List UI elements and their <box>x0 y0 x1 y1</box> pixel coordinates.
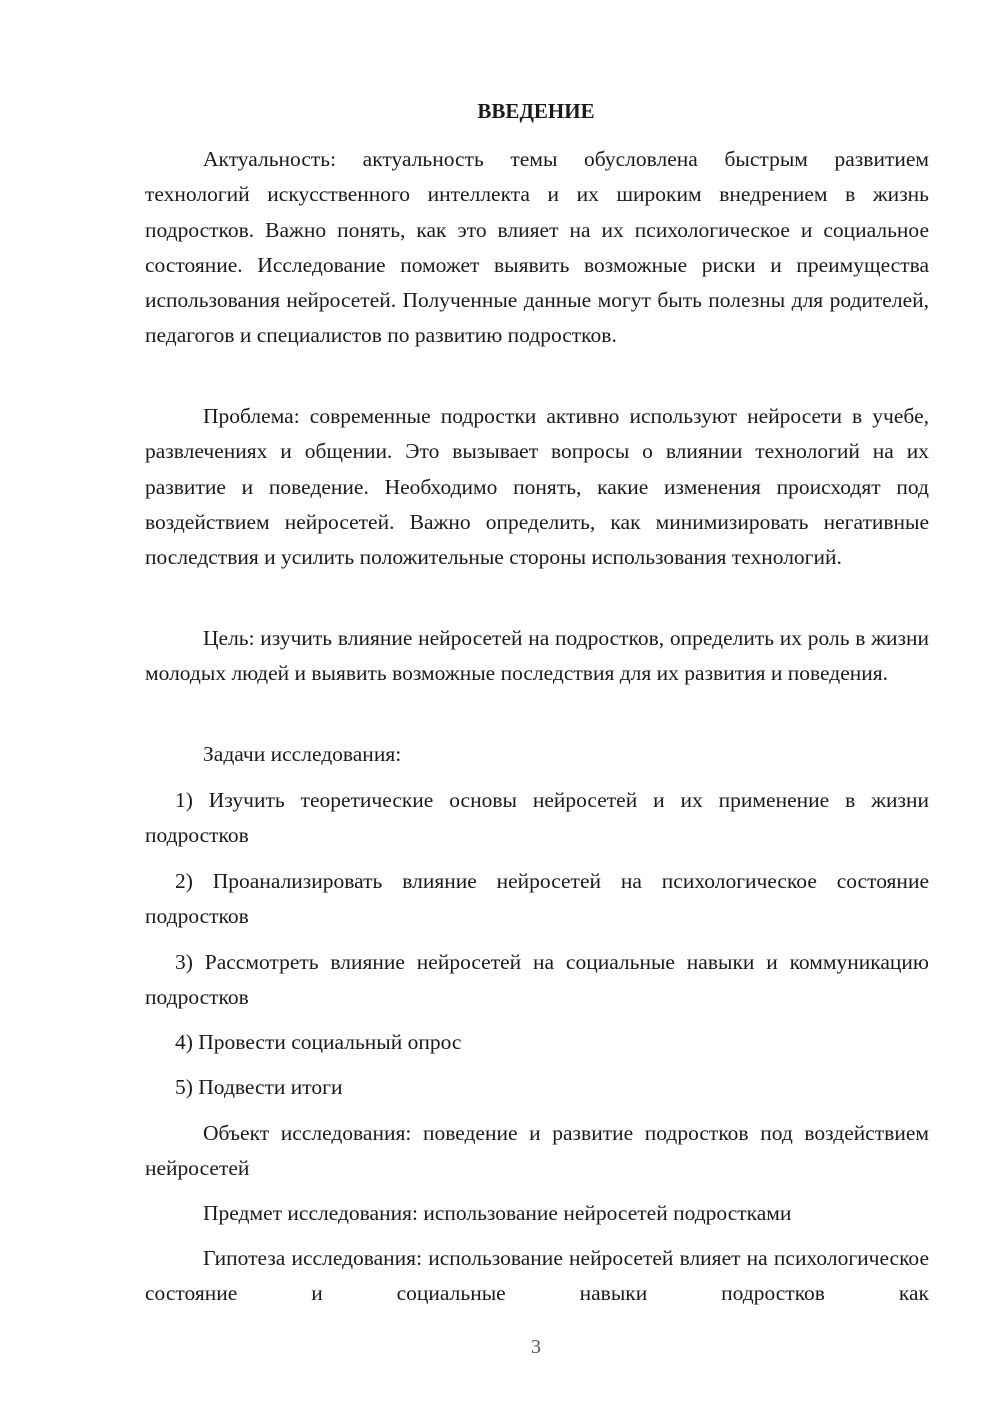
paragraph-relevance: Актуальность: актуальность темы обусловлена быстрым развитием технологий искусственного интеллекта и их широким внедрением в жизнь подростков. Важно понять, как это влияет на их психологическое и социальное состояние. Исследование поможет выявить возможные риски и преимущества использования нейросетей. Полученные данные могут быть полезны для родителей, педагогов и специалистов по развитию подростков. <box>145 147 929 348</box>
paragraph-object: Объект исследования: поведение и развитие подростков под воздействием нейросетей <box>145 1121 929 1181</box>
paragraph-goal: Цель: изучить влияние нейросетей на подростков, определить их роль в жизни молодых людей и выявить возможные последствия для их развития и поведения. <box>145 626 929 686</box>
task-item-1: 1) Изучить теоретические основы нейросетей и их применение в жизни подростков <box>145 788 929 848</box>
page-title: ВВЕДЕНИЕ <box>477 99 595 123</box>
task-item-2: 2) Проанализировать влияние нейросетей на психологическое состояние подростков <box>145 869 929 929</box>
paragraph-subject: Предмет исследования: использование нейросетей подростками <box>203 1201 792 1225</box>
task-item-4: 4) Провести социальный опрос <box>175 1030 462 1054</box>
paragraph-problem: Проблема: современные подростки активно используют нейросети в учебе, развлечениях и общении. Это вызывает вопросы о влиянии технологий на их развитие и поведение. Необходимо понять, какие изменения происходят под воздействием нейросетей. Важно определить, как минимизировать негативные последствия и усилить положительные стороны использования технологий. <box>145 404 929 570</box>
paragraph-hypothesis: Гипотеза исследования: использование нейросетей влияет на психологическое состояние и социальные навыки подростков как <box>145 1246 929 1306</box>
page-number: 3 <box>531 1336 541 1358</box>
task-item-5: 5) Подвести итоги <box>175 1075 343 1099</box>
task-item-3: 3) Рассмотреть влияние нейросетей на социальные навыки и коммуникацию подростков <box>145 950 929 1010</box>
paragraph-tasks-heading: Задачи исследования: <box>203 742 402 766</box>
